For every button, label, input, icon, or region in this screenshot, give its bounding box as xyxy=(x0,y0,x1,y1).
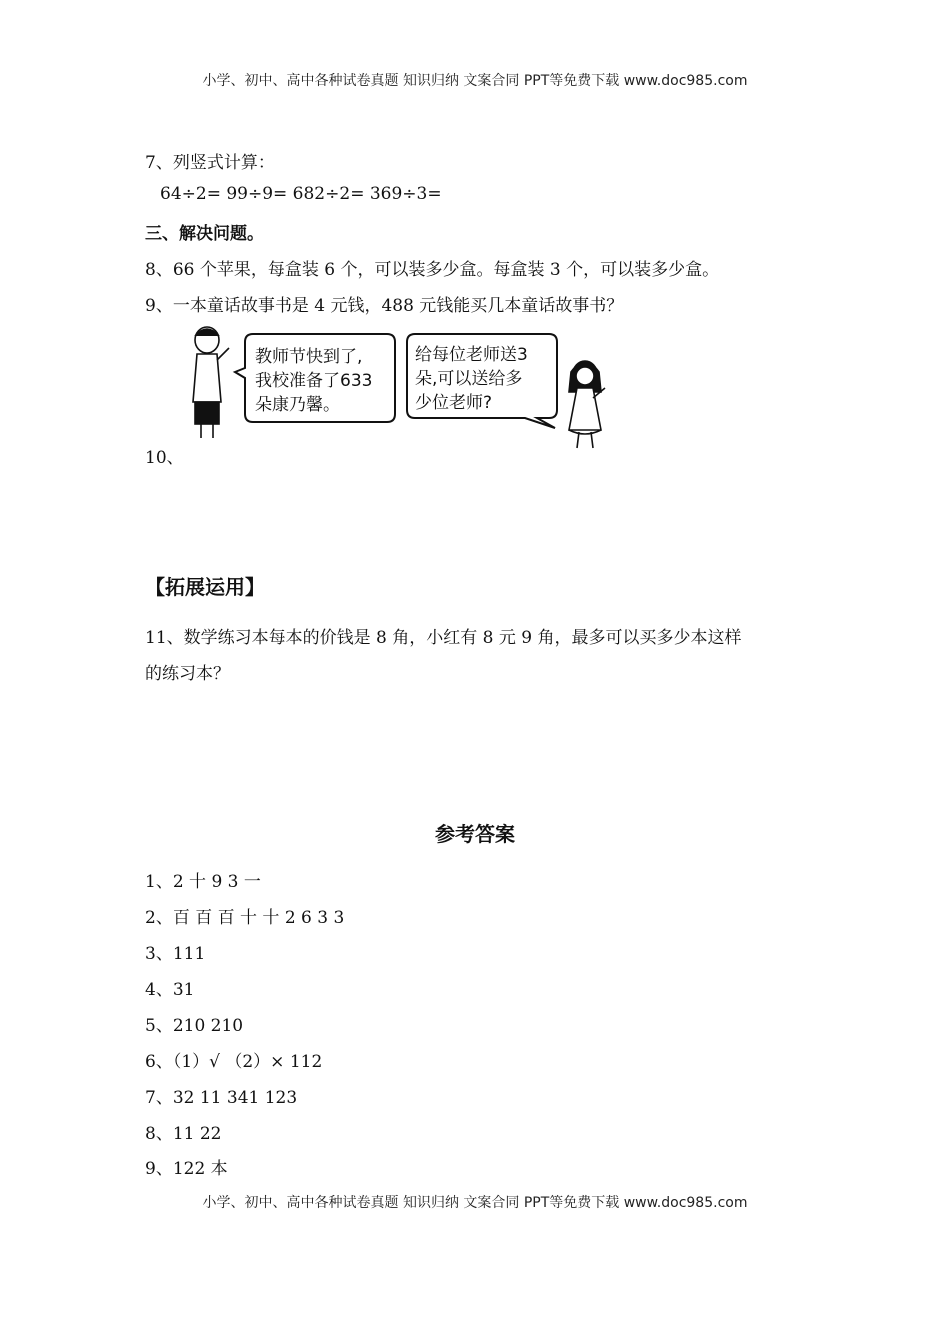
right-bubble-line-1: 给每位老师送3 xyxy=(415,345,528,365)
q10-label: 10、 xyxy=(145,448,184,468)
right-bubble-line-3: 少位老师? xyxy=(415,393,493,413)
left-bubble-line-1: 教师节快到了, xyxy=(255,347,363,367)
left-bubble-line-3: 朵康乃馨。 xyxy=(255,395,340,415)
page-header: 小学、初中、高中各种试卷真题 知识归纳 文案合同 PPT等免费下载 www.doc985.com xyxy=(202,73,748,89)
right-bubble-line-2: 朵,可以送给多 xyxy=(415,369,523,389)
answer-5: 5、210 210 xyxy=(145,1016,244,1036)
q7-label: 7、列竖式计算： xyxy=(145,153,275,173)
teacher-girl-illustration xyxy=(185,322,625,460)
q9-text: 9、一本童话故事书是 4 元钱，488 元钱能买几本童话故事书？ xyxy=(145,296,624,316)
answer-8: 8、11 22 xyxy=(145,1124,222,1144)
right-speech-bubble xyxy=(407,334,557,428)
extension-title: 【拓展运用】 xyxy=(145,575,265,599)
answers-title: 参考答案 xyxy=(435,822,515,846)
q8-text: 8、66 个苹果，每盒装 6 个，可以装多少盒。每盒装 3 个，可以装多少盒。 xyxy=(145,260,720,280)
left-speech-bubble xyxy=(235,334,395,422)
answer-2: 2、百 百 百 十 十 2 6 3 3 xyxy=(145,908,345,928)
answer-1: 1、2 十 9 3 一 xyxy=(145,872,261,892)
page-footer: 小学、初中、高中各种试卷真题 知识归纳 文案合同 PPT等免费下载 www.doc985.com xyxy=(202,1195,748,1211)
section-3-title: 三、解决问题。 xyxy=(145,224,264,244)
left-bubble-line-2: 我校准备了633 xyxy=(255,371,373,391)
q11-line-2: 的练习本？ xyxy=(145,664,230,684)
girl-figure xyxy=(569,361,605,448)
answer-7: 7、32 11 341 123 xyxy=(145,1088,298,1108)
q11-line-1: 11、数学练习本每本的价钱是 8 角，小红有 8 元 9 角，最多可以买多少本这样 xyxy=(145,628,742,648)
answer-3: 3、111 xyxy=(145,944,206,964)
teacher-figure xyxy=(193,327,229,438)
answer-4: 4、31 xyxy=(145,980,195,1000)
answer-9: 9、122 本 xyxy=(145,1159,228,1179)
answer-6: 6、（1）√ （2）× 112 xyxy=(145,1052,323,1072)
q7-expressions: 64÷2= 99÷9= 682÷2= 369÷3= xyxy=(160,184,442,204)
